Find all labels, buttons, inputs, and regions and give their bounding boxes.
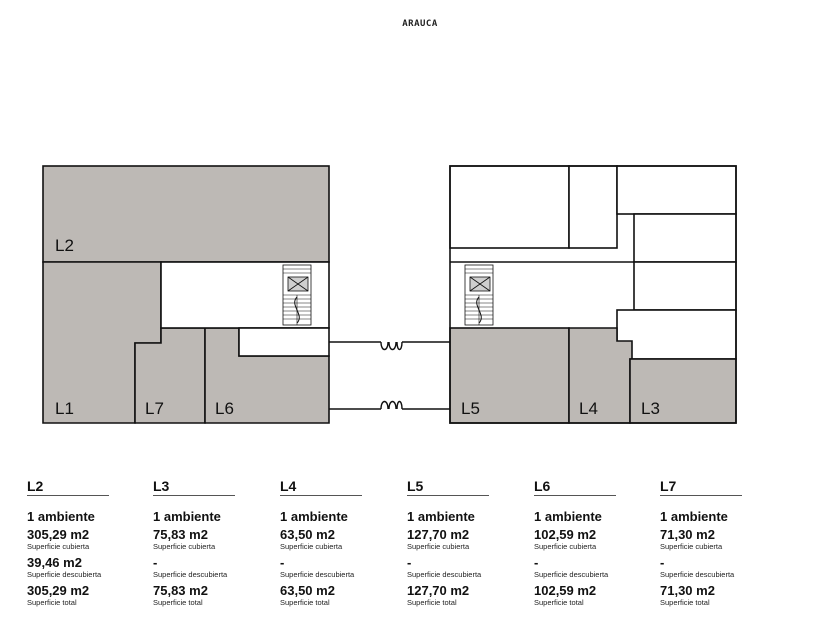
total-area: 305,29 m2: [27, 583, 90, 598]
corridor-left: [239, 328, 329, 356]
divider: [27, 495, 109, 496]
room-r-2: [569, 166, 617, 248]
divider: [153, 495, 235, 496]
stairs-left-icon: [283, 265, 311, 325]
total-area: 63,50 m2: [280, 583, 335, 598]
unit-card-l5: [407, 478, 491, 612]
total-area-label: Superficie total: [153, 598, 203, 607]
uncovered-area: -: [407, 555, 412, 570]
room-r-5: [634, 262, 736, 310]
unit-l2-shape[interactable]: [43, 166, 329, 262]
plan-label-l3: L3: [641, 399, 660, 418]
uncovered-area-label: Superficie descubierta: [660, 570, 735, 579]
plan-label-l4: L4: [579, 399, 598, 418]
uncovered-area: 39,46 m2: [27, 555, 82, 570]
unit-card-l4: [280, 478, 364, 612]
total-area-label: Superficie total: [407, 598, 457, 607]
plan-label-l7: L7: [145, 399, 164, 418]
divider: [280, 495, 362, 496]
total-area-label: Superficie total: [280, 598, 330, 607]
uncovered-area: -: [534, 555, 539, 570]
plan-label-l2: L2: [55, 236, 74, 255]
uncovered-area-label: Superficie descubierta: [534, 570, 609, 579]
covered-area-label: Superficie cubierta: [27, 542, 90, 551]
room-r-6: [617, 310, 736, 359]
covered-area: 63,50 m2: [280, 527, 335, 542]
covered-area: 102,59 m2: [534, 527, 597, 542]
room-r-3: [617, 166, 736, 214]
total-area-label: Superficie total: [534, 598, 584, 607]
uncovered-area: -: [153, 555, 158, 570]
room-r-4: [634, 214, 736, 262]
covered-area-label: Superficie cubierta: [534, 542, 597, 551]
room-r-1: [450, 166, 569, 248]
uncovered-area-label: Superficie descubierta: [280, 570, 355, 579]
total-area: 127,70 m2: [407, 583, 470, 598]
divider: [534, 495, 616, 496]
plan-label-l5: L5: [461, 399, 480, 418]
unit-name: L3: [153, 478, 170, 494]
unit-name: L5: [407, 478, 424, 494]
unit-name: L6: [534, 478, 551, 494]
divider: [660, 495, 742, 496]
covered-area: 75,83 m2: [153, 527, 208, 542]
connecting-corridor: [329, 342, 450, 409]
covered-area: 305,29 m2: [27, 527, 90, 542]
brand-title: ARAUCA: [402, 19, 438, 29]
total-area: 102,59 m2: [534, 583, 597, 598]
plan-label-l1: L1: [55, 399, 74, 418]
unit-type: 1 ambiente: [153, 509, 221, 524]
total-area: 75,83 m2: [153, 583, 208, 598]
unit-type: 1 ambiente: [534, 509, 602, 524]
covered-area-label: Superficie cubierta: [407, 542, 470, 551]
unit-card-l2: [27, 478, 111, 612]
stairs-right-icon: [465, 265, 493, 325]
unit-type: 1 ambiente: [27, 509, 95, 524]
total-area: 71,30 m2: [660, 583, 715, 598]
total-area-label: Superficie total: [27, 598, 77, 607]
unit-name: L7: [660, 478, 677, 494]
covered-area: 71,30 m2: [660, 527, 715, 542]
unit-type: 1 ambiente: [280, 509, 348, 524]
unit-card-l6: [534, 478, 618, 612]
divider: [407, 495, 489, 496]
unit-name: L2: [27, 478, 44, 494]
total-area-label: Superficie total: [660, 598, 710, 607]
covered-area-label: Superficie cubierta: [153, 542, 216, 551]
uncovered-area-label: Superficie descubierta: [407, 570, 482, 579]
unit-name: L4: [280, 478, 297, 494]
covered-area-label: Superficie cubierta: [280, 542, 343, 551]
uncovered-area-label: Superficie descubierta: [27, 570, 102, 579]
uncovered-area: -: [660, 555, 665, 570]
unit-type: 1 ambiente: [660, 509, 728, 524]
unit-card-l3: [153, 478, 237, 612]
uncovered-area-label: Superficie descubierta: [153, 570, 228, 579]
covered-area-label: Superficie cubierta: [660, 542, 723, 551]
unit-card-l7: [660, 478, 744, 612]
covered-area: 127,70 m2: [407, 527, 470, 542]
plan-label-l6: L6: [215, 399, 234, 418]
uncovered-area: -: [280, 555, 285, 570]
unit-type: 1 ambiente: [407, 509, 475, 524]
